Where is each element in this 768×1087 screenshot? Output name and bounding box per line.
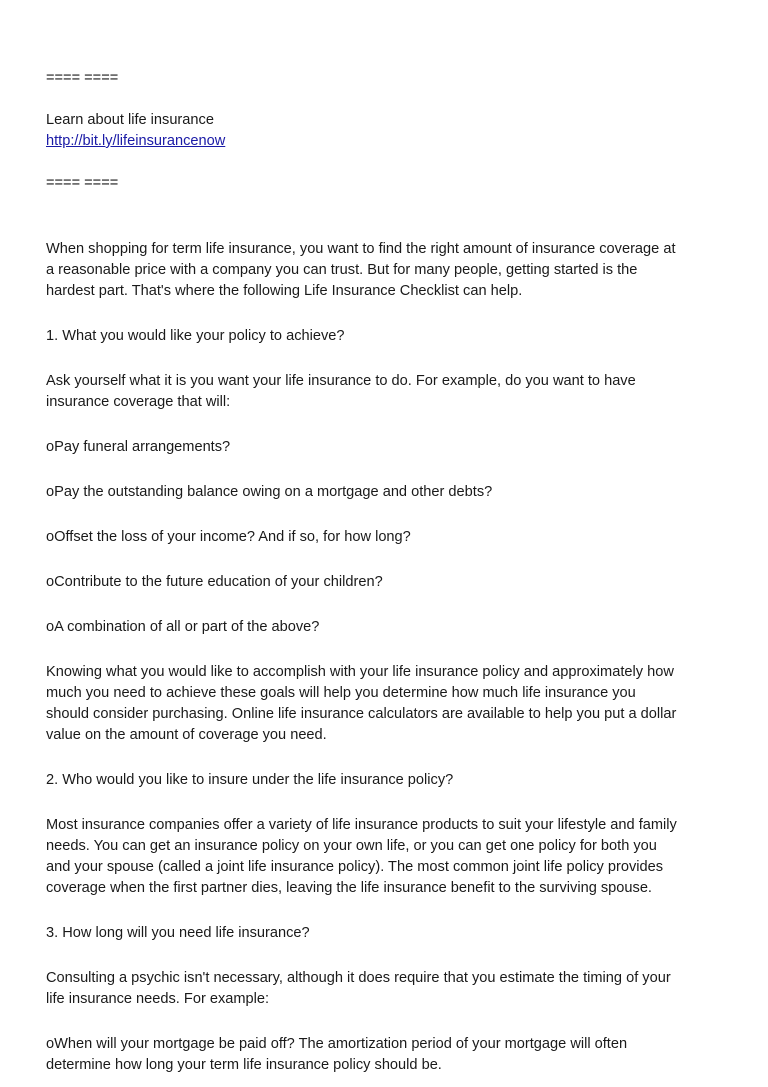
intro-line: a reasonable price with a company you can trust. But for many people, getting started is the xyxy=(46,262,638,278)
bullet-line: oWhen will your mortgage be paid off? The amortization period of your mortgage will often xyxy=(46,1036,628,1052)
question-1-line: insurance coverage that will: xyxy=(46,394,231,410)
intro-line: hardest part. That's where the following Life Insurance Checklist can help. xyxy=(46,283,523,299)
knowing-paragraph xyxy=(46,662,726,746)
question-1-paragraph xyxy=(46,371,726,413)
question-1-heading: 1. What you would like your policy to achieve? xyxy=(46,328,345,344)
promo-text: Learn about life insurance xyxy=(46,112,214,128)
question-3-line: life insurance needs. For example: xyxy=(46,991,270,1007)
bullet-item: oPay the outstanding balance owing on a mortgage and other debts? xyxy=(46,484,493,500)
question-2-heading: 2. Who would you like to insure under the life insurance policy? xyxy=(46,772,454,788)
question-3-heading: 3. How long will you need life insurance? xyxy=(46,925,310,941)
bullet-item: oPay funeral arrangements? xyxy=(46,439,231,455)
question-3-line: Consulting a psychic isn't necessary, although it does require that you estimate the timing of your xyxy=(46,970,671,986)
knowing-line: Knowing what you would like to accomplish with your life insurance policy and approximately how xyxy=(46,664,674,680)
bullet-item: oOffset the loss of your income? And if so, for how long? xyxy=(46,529,411,545)
separator-bottom: ==== ==== xyxy=(46,175,119,191)
knowing-line: should consider purchasing. Online life insurance calculators are available to help you put a dollar xyxy=(46,706,677,722)
knowing-line: value on the amount of coverage you need. xyxy=(46,727,327,743)
question-2-line: coverage when the first partner dies, leaving the life insurance benefit to the surviving spouse. xyxy=(46,880,652,896)
question-3-paragraph xyxy=(46,968,726,1010)
bullet-item: oA combination of all or part of the above? xyxy=(46,619,320,635)
question-2-line: needs. You can get an insurance policy on your own life, or you can get one policy for both you xyxy=(46,838,657,854)
question-2-line: and your spouse (called a joint life insurance policy). The most common joint life policy provides xyxy=(46,859,664,875)
bullet-item: oContribute to the future education of your children? xyxy=(46,574,383,590)
bullet-item xyxy=(46,1034,726,1076)
question-1-line: Ask yourself what it is you want your life insurance to do. For example, do you want to have xyxy=(46,373,636,389)
question-2-line: Most insurance companies offer a variety of life insurance products to suit your lifestyle and family xyxy=(46,817,677,833)
intro-paragraph xyxy=(46,239,726,302)
document-page xyxy=(46,68,726,1076)
intro-line: When shopping for term life insurance, you want to find the right amount of insurance coverage at xyxy=(46,241,676,257)
promo-link[interactable]: http://bit.ly/lifeinsurancenow xyxy=(46,133,226,149)
question-2-paragraph xyxy=(46,815,726,899)
bullet-line: determine how long your term life insurance policy should be. xyxy=(46,1057,442,1073)
knowing-line: much you need to achieve these goals will help you determine how much life insurance you xyxy=(46,685,636,701)
separator-top: ==== ==== xyxy=(46,70,119,86)
